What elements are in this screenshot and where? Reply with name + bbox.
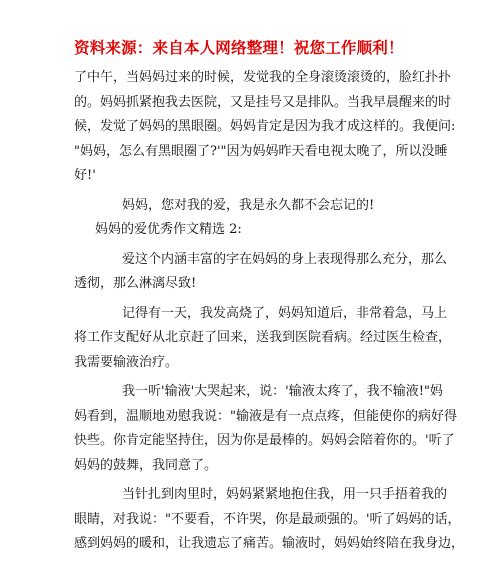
text-line: 了中午，当妈妈过来的时候，发觉我的全身滚烫滚烫的，脸红扑扑 [74,70,452,85]
paragraph-3 [74,218,436,243]
text-line: 妈看到，温顺地劝慰我说："输液是有一点点疼，但能使你的病好得 [74,408,457,424]
text-line: 当针扎到肉里时，妈妈紧紧地抱住我，用一只手捂着我的 [122,487,448,502]
text-line: 将工作支配好从北京赶了回来，送我到医院看病。经过医生检查， [74,330,452,345]
text-line: 眼睛，对我说："不要看，不许哭，你是最顽强的。'听了妈妈的话， [74,511,461,527]
text-line: 记得有一天，我发高烧了，妈妈知道后，非常着急，马上 [122,305,448,321]
paragraph-7 [74,483,465,557]
text-line: 快些。你肯定能坚持住，因为你是最棒的。妈妈会陪着你的。'听了 [74,433,455,448]
paragraph-2 [74,194,436,219]
paragraph-5 [74,302,452,376]
section-heading: 妈妈的爱优秀作文精选 2: [95,222,242,237]
document-body [74,66,465,557]
text-line: 的。妈妈抓紧抱我去医院，又是挂号又是排队。当我早晨醒来的时 [74,94,452,110]
text-line: 我需要输液治疗。 [74,354,179,370]
text-line: 妈妈，您对我的爱，我是永久都不会忘记的! [122,197,375,213]
text-line: "妈妈，怎么有黑眼圈了?'"因为妈妈昨天看电视太晚了，所以没睡 [74,143,448,159]
paragraph-6 [74,380,457,478]
source-header: 资料来源：来自本人网络整理！祝您工作顺利！ [74,38,404,57]
paragraph-4 [74,248,448,297]
text-line: 透彻，那么淋漓尽致! [74,276,197,291]
text-line: 妈妈的鼓舞，我同意了。 [74,457,218,473]
text-line: 候，发觉了妈妈的黑眼圈。妈妈肯定是因为我才成这样的。我便问: [74,119,456,134]
text-line: 我一听'输液'大哭起来，说：'输液太疼了，我不输液!"妈 [122,384,443,399]
text-line: 好!' [74,168,96,183]
text-line: 感到妈妈的暖和，让我遗忘了痛苦。输液时，妈妈始终陪在我身边， [74,536,465,551]
paragraph-1 [74,66,456,189]
text-line: 爱这个内涵丰富的字在妈妈的身上表现得那么充分，那么 [122,251,448,267]
